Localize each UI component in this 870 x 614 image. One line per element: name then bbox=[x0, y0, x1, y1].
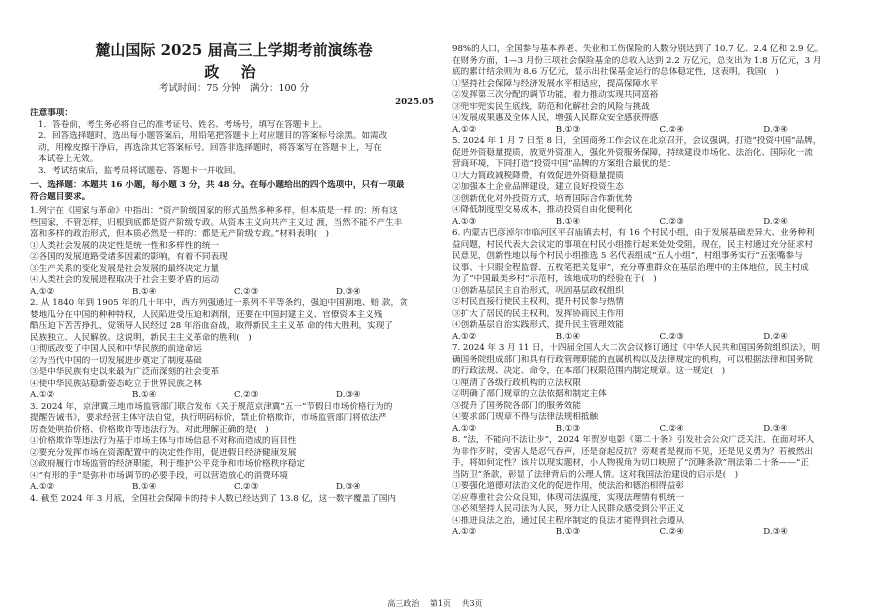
answer-option: C.②③ bbox=[659, 331, 684, 342]
question-line: ②应尊重社会公众良知，体现司法温度，实现法理情有机统一 bbox=[452, 492, 685, 503]
question-line: 确国务院组成部门和具有行政管理职能的直属机构以及法律规定的机构，可以根据法律和国务院 bbox=[452, 354, 813, 365]
question-line: ④“有形的手”是弥补市场调节的必要手段，可以营造放心的消费环境 bbox=[30, 470, 289, 481]
question-8 bbox=[452, 435, 867, 539]
question-stem: 3. 2024 年，京津冀三地市场监管部门联合发布《关于规范京津冀“五一”节假日市场价格行为的 bbox=[30, 401, 393, 412]
question-stem: 2. 从 1840 年到 1905 年的几十年中，西方列强通过一系列不平等条约，强迫中国割地、赔 款，贪 bbox=[30, 298, 408, 308]
notes-heading: 注意事项： bbox=[30, 108, 73, 118]
question-stem: 1.列宁在《国家与革命》中指出：“资产阶级国家的形式虽然多种多样，但本质是一样 的：所有这 bbox=[30, 206, 398, 216]
question-line: ④降低制度型交易成本，推动投资自由化便利化 bbox=[452, 205, 633, 215]
answer-option: B.①④ bbox=[132, 482, 157, 492]
question-line: ②要充分发挥市场在资源配置中的决定性作用，促进假日经济健康发展 bbox=[30, 447, 297, 458]
left-column bbox=[30, 0, 438, 600]
answer-option: D.③④ bbox=[763, 527, 788, 537]
question-line: ④人类社会的发展进程取决于社会主要矛盾的运动 bbox=[30, 275, 220, 285]
answer-option: A.①③ bbox=[452, 216, 477, 227]
answer-option: C.②③ bbox=[234, 482, 259, 492]
question-line: ②村民直接行使民主权利，提升村民参与热情 bbox=[452, 297, 624, 307]
answer-option: D.②④ bbox=[763, 216, 788, 227]
question-line: 婪地瓜分在中国的种种特权，人民陷进受压迫和剥削，还要在中国封建主义、官僚资本主义残 bbox=[30, 309, 383, 320]
answer-option: A.①② bbox=[30, 482, 55, 492]
question-stem: 6. 内蒙古巴彦淖尔市临河区平召庙镇去村，有 16 个村民小组，由于发展基础差异大、业务种利 bbox=[452, 228, 815, 238]
section-one-heading: 一、选择题：本题共 16 小题，每小题 3 分，共 48 分。在每小题给出的四个选项中，只有一项最 bbox=[30, 180, 405, 190]
answer-option: A.①② bbox=[452, 423, 477, 434]
question-line: ①大力简政减税降费，有效促进外资稳量提质 bbox=[452, 170, 624, 181]
answer-option: A.①② bbox=[452, 124, 477, 135]
answer-options bbox=[452, 424, 867, 436]
subject-title: 政 治 bbox=[204, 63, 264, 81]
note-item: 3．考试结束后，监考员将试题卷、答题卡一并收回。 bbox=[38, 165, 242, 176]
section-one-heading-cont: 符合题目要求。 bbox=[30, 191, 91, 202]
note-item: 本试卷上无效。 bbox=[38, 154, 99, 164]
question-line: ③兜牢兜实民生底线，防范和化解社会的风险与挑战 bbox=[452, 101, 650, 112]
question-line: 底的累计结余则为 8.6 万亿元，显示出社保基金运行的总体稳定性，这表明，我国( ) bbox=[452, 67, 779, 77]
question-stem: 5. 2024 年 1 月 7 日至 8 日，全国商务工作会议在北京召开，会议强调，打造“投资中国”品牌， bbox=[452, 136, 822, 146]
note-item: 动，用橡皮擦干净后，再选涂其它答案标号。回答非选择题时，将答案写在答题卡上，写在 bbox=[38, 142, 382, 153]
answer-options bbox=[452, 332, 867, 344]
question-2 bbox=[30, 298, 438, 402]
question-line: 议事、十只眼全程监督、五枚笔把关复审”，充分尊重群众在基层治理中的主体地位，民主村成 bbox=[452, 262, 809, 273]
answer-option: C.②③ bbox=[234, 390, 259, 400]
answer-options bbox=[452, 217, 867, 229]
footer-page: 第1页 bbox=[429, 599, 451, 608]
question-1 bbox=[30, 206, 438, 298]
notes-list bbox=[30, 120, 438, 178]
question-stem: 8. “法，不能向不法让步”，2024 年贺岁电影《第二十条》引发社会公众广泛关注，在面对坏人 bbox=[452, 435, 815, 445]
question-4-start: 4. 截至 2024 年 3 月底，全国社会保障卡的持卡人数已经达到了 13.8 亿，这一数字覆盖了国内 bbox=[30, 493, 396, 504]
question-line: ①创新基层民主自治形式，巩固基层政权组织 bbox=[452, 285, 624, 296]
answer-option: A.①② bbox=[30, 286, 55, 297]
answer-option: D.③④ bbox=[763, 423, 788, 434]
answer-option: A.①② bbox=[452, 527, 477, 537]
question-line: 在财务方面，1—3 月份三项社会保险基金的总收入达到 2.2 万亿元，总支出为 1.8 万亿元，3 月 bbox=[452, 55, 822, 66]
answer-options bbox=[452, 125, 867, 137]
question-line: 富和多样的政治形式，但本质必然是一样的：都是无产阶级专政。”材料表明( ) bbox=[30, 229, 329, 239]
question-line: ①厘清了各级行政机构的立法权限 bbox=[452, 377, 581, 388]
question-line: ③创新优化对外投资方式，培育国际合作新优势 bbox=[452, 193, 633, 204]
question-line: ③必须坚持人民司法为人民，努力让人民群众感受到公平正义 bbox=[452, 504, 685, 514]
answer-option: A.①② bbox=[30, 390, 55, 400]
question-line: ①彻底改变了中国人民和中华民族的前途命运 bbox=[30, 344, 202, 354]
answer-option: B.①④ bbox=[555, 216, 581, 227]
exam-date: 2025.05 bbox=[395, 97, 434, 107]
question-line: ④创新基层自治实践形式，提升民主管理效能 bbox=[452, 320, 624, 330]
question-line: ④推进良法之治，通过民主程序制定的良法才能得到社会遵从 bbox=[452, 515, 685, 526]
footer-subject: 高三政治 bbox=[387, 599, 420, 608]
question-line: 提醒告诫书》，要求经营主体守法自觉，执行明码标价，禁止价格欺诈，市场监管部门将依法严 bbox=[30, 413, 387, 423]
note-item: 2．回答选择题时，选出每小题答案后，用铅笔把答题卡上对应题目的答案标号涂黑。如需改 bbox=[38, 131, 388, 141]
question-line: 些国家，不管怎样，归根到底都是资产阶级专政。从资本主义向共产主义过 渡，当然不能不产生丰 bbox=[30, 217, 403, 228]
answer-option: C.②④ bbox=[659, 423, 684, 434]
question-line: ②为当代中国的一切发展进步奠定了制度基础 bbox=[30, 355, 202, 366]
question-line: ②各国的发展道路受诸多因素的影响，有着不同表现 bbox=[30, 252, 228, 262]
answer-option: C.②④ bbox=[659, 527, 684, 537]
question-stem: 98%的人口，全国参与基本养老、失业和工伤保险的人数分别达到了 10.7 亿、2.4 亿和 2.9 亿。 bbox=[452, 44, 824, 54]
question-line: 民意见，创新性地以每个村民小组推选 5 名代表组成“五人小组”，村组事务实行“五张嘴参与 bbox=[452, 251, 803, 261]
question-line: 民族独立、人民解放。这说明，新民主主义革命的胜利( ) bbox=[30, 332, 252, 343]
page-footer bbox=[0, 598, 870, 610]
answer-option: B.①④ bbox=[555, 331, 581, 342]
question-line: ①要强化道德对法治文化的促进作用，使法治和德治相得益彰 bbox=[452, 481, 685, 491]
question-line: ①价格欺诈等违法行为基于市场主体与市场信息不对称而造成的盲目性 bbox=[30, 436, 297, 446]
question-line: ③政府履行市场监管的经济职能，利于维护公平竞争和市场价格秩序稳定 bbox=[30, 459, 306, 469]
question-7 bbox=[452, 343, 867, 435]
question-line: ②加强本土企业品牌建设，建立良好投资生态 bbox=[452, 182, 624, 192]
answer-options bbox=[30, 390, 438, 402]
question-line: 促进外资稳量提质，放宽外资准入，强化外资服务保障，持续建设市场化、法治化、国际化一流 bbox=[452, 147, 813, 158]
answer-option: D.③④ bbox=[763, 124, 788, 135]
question-line: ②发挥第三次分配的调节功能，着力推动实现共同富裕 bbox=[452, 90, 659, 100]
question-line: ①坚持社会保障与经济发展水平相适应，提高保障水平 bbox=[452, 78, 659, 89]
question-line: 为了“中国最美乡村”示范村，该地成功的经验在于( ) bbox=[452, 274, 657, 284]
question-line: 营商环境，下同打造“投资中国”品牌的方案组合最优的是： bbox=[452, 159, 676, 169]
note-item: 1．答卷前，考生务必将自己的准考证号、姓名、考场号，填写在答题卡上。 bbox=[38, 119, 328, 130]
answer-option: D.③④ bbox=[336, 482, 361, 492]
question-6 bbox=[452, 228, 867, 343]
answer-option: B.①④ bbox=[132, 390, 157, 400]
question-line: ③提升了国务院各部门的服务效能 bbox=[452, 400, 581, 411]
answer-options bbox=[30, 287, 438, 299]
exam-title: 麓山国际 2025 届高三上学期考前演练卷 bbox=[95, 41, 373, 59]
question-line: 厉查处哄抬价格、价格欺诈等违法行为。对此理解正确的是( ) bbox=[30, 424, 269, 435]
footer-total: 共3页 bbox=[461, 599, 483, 608]
question-stem: 7. 2024 年 3 月 11 日，十四届全国人大二次会议修订通过《中华人民共和国国务院组织法》，明 bbox=[452, 343, 820, 353]
question-line: 酷压迫下苦苦挣扎，觉领导人民经过 28 年浴血奋战，取得新民主主义革 命的伟大胜利，实现了 bbox=[30, 321, 393, 331]
exam-info: 考试时间：75 分钟 满分：100 分 bbox=[158, 83, 310, 94]
answer-option: B.①③ bbox=[555, 527, 581, 537]
question-line: 手，将如何定性？该片以现实题材，小人物视角为切口映照了“沉睡条款”刑法第二十条——“正 bbox=[452, 458, 809, 468]
answer-option: B.①③ bbox=[555, 124, 581, 135]
answer-option: A.①② bbox=[452, 331, 477, 342]
question-line: ④要求部门规章不得与法律法规相抵触 bbox=[452, 412, 599, 422]
answer-option: B.①④ bbox=[132, 286, 157, 297]
answer-options bbox=[30, 482, 438, 494]
question-5 bbox=[452, 136, 867, 228]
question-line: ②明确了部门规章的立法依据和制定主体 bbox=[452, 389, 607, 399]
question-line: ④发展成果惠及全体人民，增强人民群众安全感获得感 bbox=[452, 113, 659, 123]
question-line: ①人类社会发展的决定性是统一性和多样性的统一 bbox=[30, 240, 220, 251]
question-line: ③生产关系的变化发展是社会发展的最终决定力量 bbox=[30, 263, 220, 274]
answer-option: D.②④ bbox=[763, 331, 788, 342]
question-3 bbox=[30, 402, 438, 494]
question-4 bbox=[452, 44, 867, 136]
question-line: 当防卫”条款，彰显了法律背后的公理人情。这对我国法治建设的启示是( ) bbox=[452, 469, 739, 480]
answer-option: C.②③ bbox=[659, 216, 684, 227]
right-column bbox=[452, 0, 867, 600]
question-line: 益问题，村民代表大会议定的事项在村民小组推行起来处处受阻，现在，民主村通过充分征求村 bbox=[452, 239, 813, 250]
question-line: 为非作歹时，受害人是忍气吞声，还是奋起反抗？旁观者是视而不见，还是见义勇为？若被然出 bbox=[452, 446, 813, 457]
question-line: ④使中华民族站稳新姿态屹立于世界民族之林 bbox=[30, 378, 202, 389]
answer-option: D.③④ bbox=[336, 286, 361, 297]
question-line: ③扩大了居民的民主权利，发挥协商民主作用 bbox=[452, 308, 624, 319]
answer-options bbox=[452, 527, 867, 539]
answer-option: C.②④ bbox=[659, 124, 684, 135]
answer-option: C.②③ bbox=[234, 286, 259, 297]
question-line: ③是中华民族有史以来最为广泛而深刻的社会变革 bbox=[30, 367, 220, 377]
question-line: 的行政法规、决定、命令，在本部门权限范围内制定规章。这一规定( ) bbox=[452, 366, 726, 376]
answer-option: D.③④ bbox=[336, 390, 361, 400]
answer-option: B.①③ bbox=[555, 423, 581, 434]
